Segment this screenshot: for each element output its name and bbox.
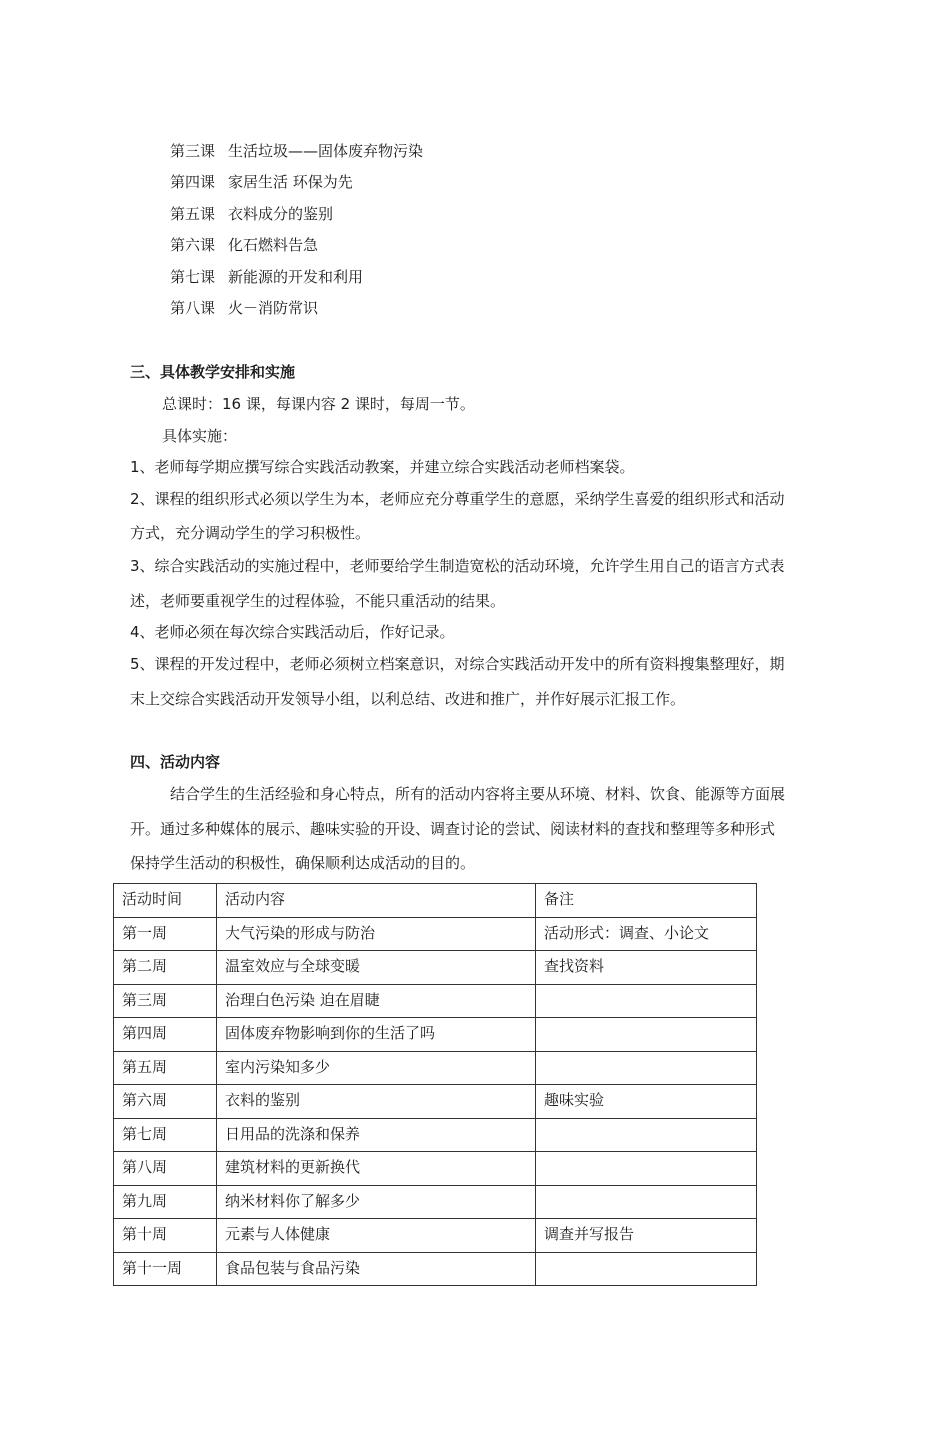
notes-cell bbox=[536, 1018, 757, 1052]
lesson-number: 第六课 bbox=[170, 236, 216, 254]
table-row bbox=[114, 1252, 757, 1286]
table-row bbox=[114, 1018, 757, 1052]
content-cell: 建筑材料的更新换代 bbox=[217, 1152, 536, 1186]
implementation-item: 5、课程的开发过程中，老师必须树立档案意识，对综合实践活动开发中的所有资料搜集整理好，期 bbox=[130, 655, 785, 673]
implementation-item: 1、老师每学期应撰写综合实践活动教案，并建立综合实践活动老师档案袋。 bbox=[130, 458, 635, 476]
lesson-line bbox=[170, 266, 363, 287]
lesson-number: 第七课 bbox=[170, 268, 216, 286]
content-cell: 温室效应与全球变暖 bbox=[217, 951, 536, 985]
week-cell: 第二周 bbox=[114, 951, 217, 985]
implementation-item: 4、老师必须在每次综合实践活动后，作好记录。 bbox=[130, 623, 455, 641]
lesson-number: 第四课 bbox=[170, 173, 216, 191]
content-cell: 治理白色污染 迫在眉睫 bbox=[217, 984, 536, 1018]
implementation-item-continued: 述，老师要重视学生的过程体验，不能只重活动的结果。 bbox=[130, 592, 506, 610]
lesson-number: 第五课 bbox=[170, 205, 216, 223]
week-cell: 第十一周 bbox=[114, 1252, 217, 1286]
header-cell-notes: 备注 bbox=[536, 884, 757, 918]
week-cell: 第八周 bbox=[114, 1152, 217, 1186]
table-row bbox=[114, 917, 757, 951]
content-cell: 元素与人体健康 bbox=[217, 1219, 536, 1253]
lesson-line bbox=[170, 234, 318, 255]
notes-cell: 查找资料 bbox=[536, 951, 757, 985]
week-cell: 第三周 bbox=[114, 984, 217, 1018]
lesson-title: 火－消防常识 bbox=[228, 299, 319, 317]
table-row bbox=[114, 984, 757, 1018]
lesson-line bbox=[170, 140, 423, 161]
notes-cell bbox=[536, 1252, 757, 1286]
implementation-item-continued: 方式，充分调动学生的学习积极性。 bbox=[130, 524, 371, 542]
notes-cell bbox=[536, 1118, 757, 1152]
notes-cell bbox=[536, 1152, 757, 1186]
notes-cell: 趣味实验 bbox=[536, 1085, 757, 1119]
week-cell: 第五周 bbox=[114, 1051, 217, 1085]
content-cell: 大气污染的形成与防治 bbox=[217, 917, 536, 951]
lesson-number: 第八课 bbox=[170, 299, 216, 317]
implementation-item: 3、综合实践活动的实施过程中，老师要给学生制造宽松的活动环境，允许学生用自己的语言方式表 bbox=[130, 557, 785, 575]
content-cell: 室内污染知多少 bbox=[217, 1051, 536, 1085]
table-row bbox=[114, 1085, 757, 1119]
week-cell: 第一周 bbox=[114, 917, 217, 951]
total-hours-text: 总课时：16 课，每课内容 2 课时，每周一节。 bbox=[162, 395, 475, 413]
notes-cell bbox=[536, 984, 757, 1018]
table-row bbox=[114, 1219, 757, 1253]
header-cell-content: 活动内容 bbox=[217, 884, 536, 918]
lesson-title: 家居生活 环保为先 bbox=[228, 173, 353, 191]
notes-cell: 活动形式：调查、小论文 bbox=[536, 917, 757, 951]
lesson-title: 生活垃圾——固体废弃物污染 bbox=[228, 142, 424, 160]
notes-cell bbox=[536, 1185, 757, 1219]
implementation-item-continued: 末上交综合实践活动开发领导小组，以利总结、改进和推广，并作好展示汇报工作。 bbox=[130, 690, 686, 708]
content-cell: 日用品的洗涤和保养 bbox=[217, 1118, 536, 1152]
table-row bbox=[114, 1118, 757, 1152]
table-header-row bbox=[114, 884, 757, 918]
implementation-item: 2、课程的组织形式必须以学生为本，老师应充分尊重学生的意愿，采纳学生喜爱的组织形式和活动 bbox=[130, 490, 785, 508]
intro-paragraph-line: 开。通过多种媒体的展示、趣味实验的开设、调查讨论的尝试、阅读材料的查找和整理等多种形式 bbox=[130, 820, 776, 838]
notes-cell: 调查并写报告 bbox=[536, 1219, 757, 1253]
section-heading: 四、活动内容 bbox=[130, 753, 221, 771]
content-cell: 食品包装与食品污染 bbox=[217, 1252, 536, 1286]
table-row bbox=[114, 1051, 757, 1085]
content-cell: 纳米材料你了解多少 bbox=[217, 1185, 536, 1219]
intro-paragraph-line: 结合学生的生活经验和身心特点，所有的活动内容将主要从环境、材料、饮食、能源等方面展 bbox=[170, 785, 786, 803]
week-cell: 第四周 bbox=[114, 1018, 217, 1052]
lesson-line bbox=[170, 171, 353, 192]
lesson-line bbox=[170, 203, 333, 224]
table-row bbox=[114, 951, 757, 985]
week-cell: 第六周 bbox=[114, 1085, 217, 1119]
lesson-title: 新能源的开发和利用 bbox=[228, 268, 364, 286]
content-cell: 固体废弃物影响到你的生活了吗 bbox=[217, 1018, 536, 1052]
notes-cell bbox=[536, 1051, 757, 1085]
table-row bbox=[114, 1185, 757, 1219]
week-cell: 第十周 bbox=[114, 1219, 217, 1253]
intro-paragraph-line: 保持学生活动的积极性，确保顺利达成活动的目的。 bbox=[130, 854, 476, 872]
week-cell: 第九周 bbox=[114, 1185, 217, 1219]
lesson-title: 化石燃料告急 bbox=[228, 236, 319, 254]
activity-table bbox=[113, 883, 757, 1286]
lesson-title: 衣料成分的鉴别 bbox=[228, 205, 334, 223]
week-cell: 第七周 bbox=[114, 1118, 217, 1152]
section-heading: 三、具体教学安排和实施 bbox=[130, 363, 296, 381]
implementation-label: 具体实施： bbox=[162, 427, 238, 445]
lesson-number: 第三课 bbox=[170, 142, 216, 160]
table-row bbox=[114, 1152, 757, 1186]
lesson-line bbox=[170, 297, 318, 318]
header-cell-time: 活动时间 bbox=[114, 884, 217, 918]
content-cell: 衣料的鉴别 bbox=[217, 1085, 536, 1119]
